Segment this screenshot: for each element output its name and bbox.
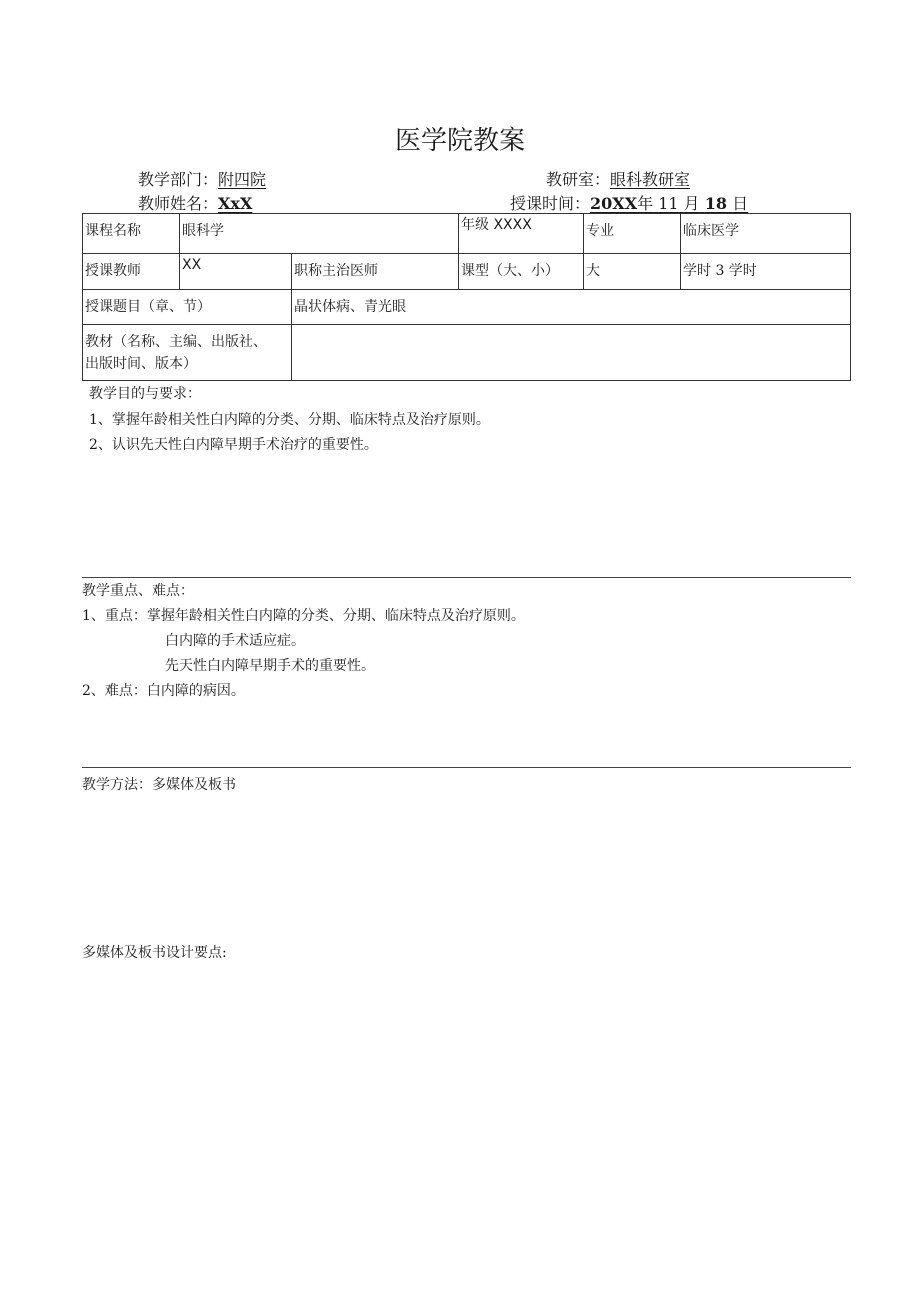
key-point-line: 先天性白内障早期手术的重要性。 (165, 658, 375, 674)
key-points-heading: 教学重点、难点： (82, 583, 194, 599)
grade-cell (459, 214, 584, 254)
instructor-label: 授课教师 (83, 254, 180, 290)
time-year-unit: 年 (637, 194, 654, 213)
document-title: 医学院教案 (394, 126, 525, 156)
room-value: 眼科教研室 (610, 170, 691, 189)
time-month: 11 (658, 194, 679, 213)
key-point-line: 1、重点：掌握年龄相关性白内障的分类、分期、临床特点及治疗原则。 (82, 608, 525, 624)
dept-label: 教学部门： (138, 170, 219, 189)
table-row (83, 254, 851, 290)
difficulty-line: 2、难点：白内障的病因。 (82, 683, 245, 699)
rank-cell: 职称主治医师 (292, 254, 459, 290)
room-label: 教研室： (546, 170, 611, 189)
time-year: 20XX (590, 194, 638, 213)
teacher-value: XxX (218, 194, 253, 213)
instructor-value: XX (182, 257, 202, 273)
key-point-line: 白内障的手术适应症。 (165, 633, 305, 649)
objective-item: 1、掌握年龄相关性白内障的分类、分期、临床特点及治疗原则。 (89, 412, 490, 428)
table-row (83, 290, 851, 325)
time-month-unit: 月 (683, 194, 700, 213)
hours-cell: 学时 3 学时 (681, 254, 851, 290)
section-divider (82, 577, 851, 578)
time-day: 18 (704, 194, 728, 213)
table-row (83, 325, 851, 381)
course-name-value: 眼科学 (180, 214, 459, 254)
topic-label: 授课题目（章、节） (83, 290, 292, 325)
instructor-cell (180, 254, 292, 290)
class-type-value: 大 (584, 254, 681, 290)
section-divider (82, 767, 851, 768)
time-label: 授课时间： (510, 194, 591, 213)
textbook-label-line2: 出版时间、版本） (85, 356, 197, 372)
course-info-table (82, 213, 851, 381)
major-value: 临床医学 (681, 214, 851, 254)
objective-item: 2、认识先天性白内障早期手术治疗的重要性。 (89, 437, 378, 453)
time-day-unit: 日 (732, 194, 749, 213)
teaching-method: 教学方法：多媒体及板书 (82, 777, 236, 793)
major-label: 专业 (584, 214, 681, 254)
time-field (510, 191, 748, 214)
course-name-label: 课程名称 (83, 214, 180, 254)
textbook-label-line1: 教材（名称、主编、出版社、 (85, 334, 267, 350)
grade-value: 年级 XXXX (461, 217, 532, 233)
room-field (546, 167, 690, 190)
textbook-value (292, 325, 851, 381)
teacher-field (138, 191, 252, 214)
design-heading: 多媒体及板书设计要点: (82, 945, 227, 961)
topic-value: 晶状体病、青光眼 (292, 290, 851, 325)
dept-value: 附四院 (218, 170, 267, 189)
table-row (83, 214, 851, 254)
class-type-label: 课型（大、小） (459, 254, 584, 290)
objectives-heading: 教学目的与要求： (89, 386, 201, 402)
teacher-label: 教师姓名： (138, 194, 219, 213)
textbook-label (83, 325, 292, 381)
dept-field (138, 167, 266, 190)
